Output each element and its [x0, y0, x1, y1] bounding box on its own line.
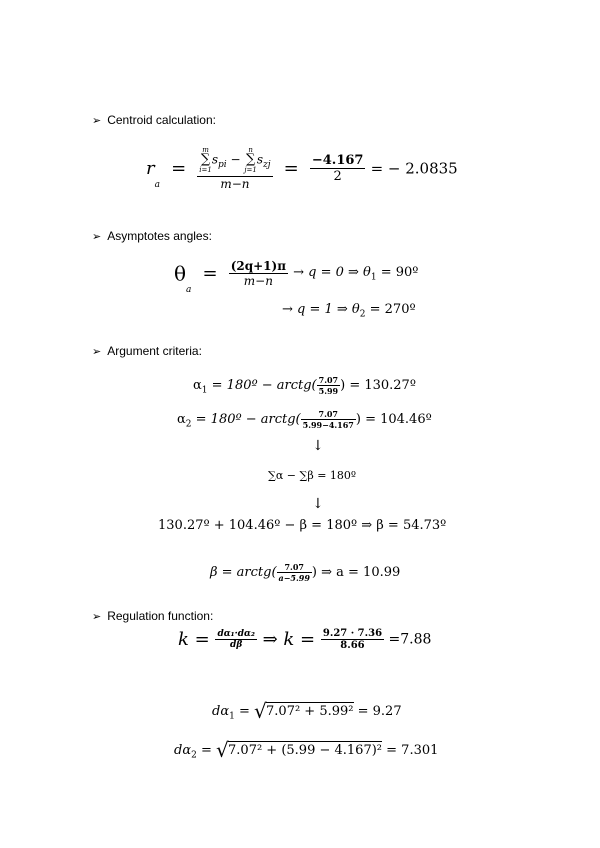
heading-text: Centroid calculation:: [107, 113, 216, 127]
alpha2-equation: $\alpha_2$ = 180º − arctg( $\frac{7.07}{5.99-4.167}$ ) = 104.46º: [177, 409, 432, 430]
heading-regulation: [92, 609, 213, 624]
equals-sign: =: [171, 158, 187, 179]
heading-text: Regulation function:: [107, 609, 214, 623]
heading-centroid: [92, 113, 216, 128]
centroid-equation: $r_a$ = m ∑ i=1 $s_{pi}$ − n ∑ j=1 $s_{zj}$ m−n = $\frac{-4.167}{2}$ = − 2.0835: [146, 146, 458, 191]
sum-equation: ∑α − ∑β = 180º: [268, 469, 357, 482]
centroid-result: = − 2.0835: [370, 159, 458, 178]
centroid-fraction-2: $\frac{-4.167}{2}$: [311, 153, 364, 184]
bullet-arrow-icon: ➢: [92, 345, 102, 358]
beta-arctg-equation: β = arctg( $\frac{7.07}{a-5.99}$ ) ⇒ a = 10.99: [210, 562, 401, 583]
dalpha2-equation: $d\alpha_2$ = √ 7.07² + (5.99 − 4.167)² = 7.301: [174, 738, 439, 762]
heading-asymptotes: [92, 229, 212, 244]
k-equation: k = $\frac{\text{dα₁·dα₂}}{d\beta}$ ⇒ k = $\frac{9.27 \cdot 7.36}{8.66}$ =7.88: [178, 628, 432, 651]
asymptotes-equation-1: $\theta_a$ = $\frac{(2q+1)\pi}{m-n}$ → q = 0 ⇒ $\theta_1$ = 90º: [174, 259, 419, 295]
centroid-fraction: m ∑ i=1 $s_{pi}$ − n ∑ j=1 $s_{zj}$ m−n: [199, 146, 271, 191]
heading-text: Asymptotes angles:: [107, 229, 212, 243]
bullet-arrow-icon: ➢: [92, 610, 102, 623]
heading-argument: [92, 344, 202, 359]
down-arrow-icon: ↓: [312, 496, 324, 512]
sqrt-icon: √ 7.07² + 5.99²: [254, 699, 354, 723]
down-arrow-icon: ↓: [312, 438, 324, 454]
alpha1-equation: $\alpha_1$ = 180º − arctg( $\frac{7.07}{5.99}$ ) = 130.27º: [193, 375, 416, 396]
sqrt-icon: √ 7.07² + (5.99 − 4.167)²: [216, 738, 383, 762]
asymptotes-equation-2: → q = 1 ⇒ $\theta_2$ = 270º: [282, 302, 416, 320]
beta-equation: 130.27º + 104.46º − β = 180º ⇒ β = 54.73º: [158, 518, 447, 533]
r-subscript: a: [154, 180, 160, 190]
bullet-arrow-icon: ➢: [92, 114, 102, 127]
bullet-arrow-icon: ➢: [92, 230, 102, 243]
heading-text: Argument criteria:: [107, 344, 202, 358]
dalpha1-equation: $d\alpha_1$ = √ 7.07² + 5.99² = 9.27: [212, 699, 402, 723]
r-symbol: r: [146, 158, 155, 179]
